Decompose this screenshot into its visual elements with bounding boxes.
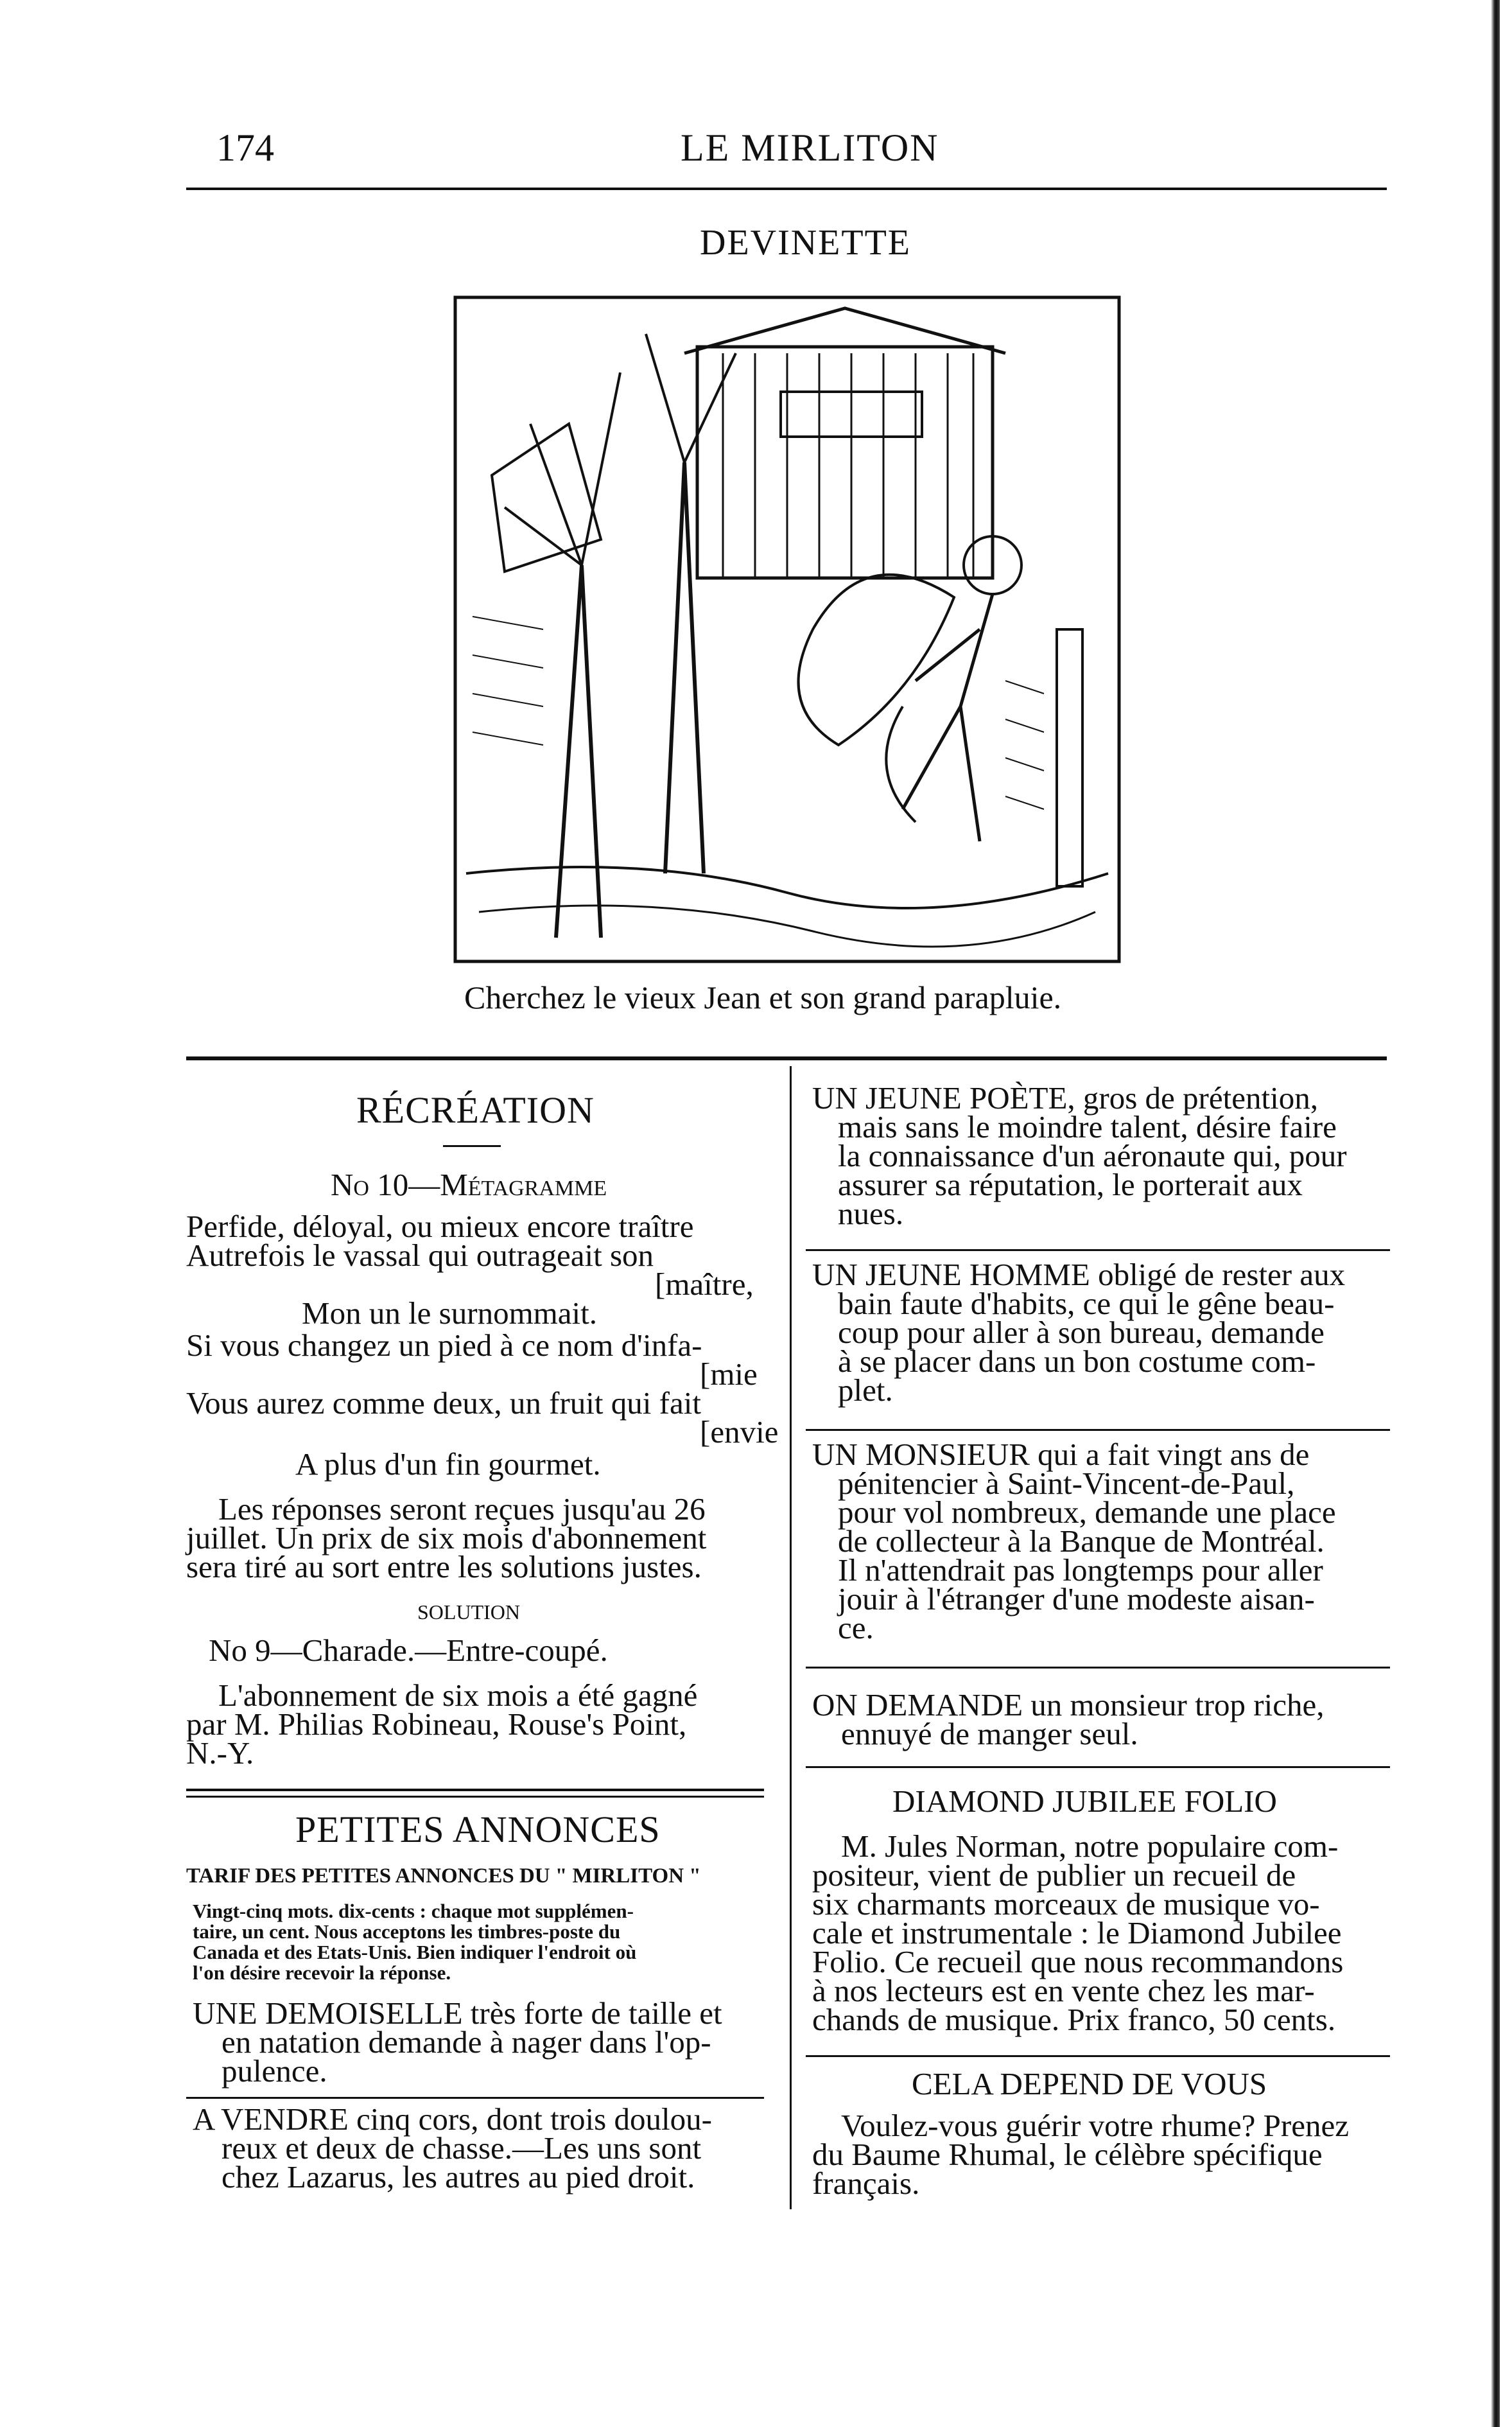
devinette-title: DEVINETTE xyxy=(700,223,912,263)
diamond-line-7: chands de musique. Prix franco, 50 cents. xyxy=(812,2002,1336,2037)
ad-separator-right-2 xyxy=(806,1429,1390,1431)
rules-line-1: Les réponses seront reçues jusqu'au 26 xyxy=(218,1491,706,1527)
ad-vendre-line-2: reux et deux de chasse.—Les uns sont xyxy=(222,2130,702,2166)
cela-title: CELA DEPEND DE VOUS xyxy=(912,2066,1267,2101)
ad-poete-line-5: nues. xyxy=(838,1196,904,1231)
header-rule xyxy=(186,188,1387,190)
ad-separator-right-5 xyxy=(806,2055,1390,2057)
column-divider xyxy=(790,1066,792,2209)
ad-poete-line-1: UN JEUNE POÈTE, gros de prétention, xyxy=(812,1080,1318,1116)
solution-text: No 9—Charade.—Entre-coupé. xyxy=(209,1633,608,1668)
ad-vendre-line-3: chez Lazarus, les autres au pied droit. xyxy=(222,2159,695,2195)
tarif-line-2: taire, un cent. Nous acceptons les timbres-poste du xyxy=(193,1920,621,1943)
poem-line-6: [mie xyxy=(700,1356,758,1392)
cela-line-3: français. xyxy=(812,2166,920,2201)
poem-line-9: A plus d'un fin gourmet. xyxy=(295,1446,601,1482)
recreation-title-rule xyxy=(443,1145,501,1147)
diamond-line-1: M. Jules Norman, notre populaire com- xyxy=(841,1828,1339,1864)
ad-poete-line-2: mais sans le moindre talent, désire faire xyxy=(838,1109,1337,1144)
ad-demoiselle-line-2: en natation demande à nager dans l'op- xyxy=(222,2024,711,2060)
ad-homme-line-2: bain faute d'habits, ce qui le gêne beau- xyxy=(838,1286,1335,1321)
ad-demoiselle-line-3: pulence. xyxy=(222,2053,327,2089)
page-edge-shadow xyxy=(1491,0,1500,2427)
ad-vendre-line-1: A VENDRE cinq cors, dont trois doulou- xyxy=(193,2101,712,2137)
poem-line-4: Mon un le surnommait. xyxy=(302,1295,598,1331)
ad-homme-line-5: plet. xyxy=(838,1372,893,1408)
ad-monsieur-line-1: UN MONSIEUR qui a fait vingt ans de xyxy=(812,1437,1310,1472)
tarif-line-3: Canada et des Etats-Unis. Bien indiquer l'endroit où xyxy=(193,1941,637,1963)
ad-separator-right-3 xyxy=(806,1667,1390,1669)
ad-monsieur-line-4: de collecteur à la Banque de Montréal. xyxy=(838,1523,1325,1559)
diamond-line-3: six charmants morceaux de musique vo- xyxy=(812,1886,1320,1922)
ad-monsieur-line-2: pénitencier à Saint-Vincent-de-Paul, xyxy=(838,1466,1295,1501)
ad-homme-line-1: UN JEUNE HOMME obligé de rester aux xyxy=(812,1257,1346,1292)
page-header-title: LE MIRLITON xyxy=(681,127,939,169)
ad-demoiselle-line-1: UNE DEMOISELLE très forte de taille et xyxy=(193,1995,722,2031)
devinette-caption: Cherchez le vieux Jean et son grand parapluie. xyxy=(464,979,1062,1015)
diamond-line-5: Folio. Ce recueil que nous recommandons xyxy=(812,1944,1344,1979)
ad-separator-right-4 xyxy=(806,1766,1390,1768)
winner-line-1: L'abonnement de six mois a été gagné xyxy=(218,1678,698,1713)
diamond-line-2: positeur, vient de publier un recueil de xyxy=(812,1857,1296,1893)
section-rule xyxy=(186,1056,1387,1060)
annonces-double-rule-top xyxy=(186,1789,764,1791)
poem-line-5: Si vous changez un pied à ce nom d'infa- xyxy=(186,1327,702,1363)
tarif-line-4: l'on désire recevoir la réponse. xyxy=(193,1961,451,1984)
puzzle-heading: No 10—Métagramme xyxy=(331,1167,607,1202)
diamond-line-6: à nos lecteurs est en vente chez les mar- xyxy=(812,1973,1315,2008)
recreation-title: RÉCRÉATION xyxy=(356,1089,595,1131)
devinette-illustration xyxy=(453,295,1121,963)
poem-line-2: Autrefois le vassal qui outrageait son xyxy=(186,1238,654,1273)
tarif-heading: TARIF DES PETITES ANNONCES DU " MIRLITON " xyxy=(186,1864,701,1888)
ad-homme-line-4: à se placer dans un bon costume com- xyxy=(838,1344,1316,1379)
rules-line-3: sera tiré au sort entre les solutions justes. xyxy=(186,1549,702,1584)
poem-line-3: [maître, xyxy=(655,1266,754,1302)
page-number: 174 xyxy=(216,127,274,169)
solution-heading: SOLUTION xyxy=(417,1600,520,1624)
ad-demande-line-1: ON DEMANDE un monsieur trop riche, xyxy=(812,1687,1325,1722)
ad-homme-line-3: coup pour aller à son bureau, demande xyxy=(838,1315,1325,1350)
ad-monsieur-line-5: Il n'attendrait pas longtemps pour aller xyxy=(838,1552,1323,1588)
ad-poete-line-3: la connaissance d'un aéronaute qui, pour xyxy=(838,1138,1347,1173)
poem-line-8: [envie xyxy=(700,1414,779,1450)
annonces-double-rule-bottom xyxy=(186,1796,764,1798)
ad-monsieur-line-6: jouir à l'étranger d'une modeste aisan- xyxy=(838,1581,1315,1617)
rules-line-2: juillet. Un prix de six mois d'abonnement xyxy=(186,1520,707,1555)
poem-line-7: Vous aurez comme deux, un fruit qui fait xyxy=(186,1385,701,1421)
ad-poete-line-4: assurer sa réputation, le porterait aux xyxy=(838,1167,1303,1202)
ad-monsieur-line-3: pour vol nombreux, demande une place xyxy=(838,1494,1336,1530)
tarif-line-1: Vingt-cinq mots. dix-cents : chaque mot supplémen- xyxy=(193,1900,634,1922)
cela-line-2: du Baume Rhumal, le célèbre spécifique xyxy=(812,2137,1323,2172)
cela-line-1: Voulez-vous guérir votre rhume? Prenez xyxy=(841,2108,1349,2143)
winner-line-3: N.-Y. xyxy=(186,1735,254,1771)
diamond-line-4: cale et instrumentale : le Diamond Jubilee xyxy=(812,1915,1342,1950)
ad-separator-right-1 xyxy=(806,1249,1390,1251)
poem-line-1: Perfide, déloyal, ou mieux encore traître xyxy=(186,1209,694,1244)
diamond-title: DIAMOND JUBILEE FOLIO xyxy=(892,1783,1277,1819)
petites-annonces-title: PETITES ANNONCES xyxy=(295,1809,661,1850)
ad-demande-line-2: ennuyé de manger seul. xyxy=(841,1716,1138,1751)
ad-monsieur-line-7: ce. xyxy=(838,1610,874,1645)
winner-line-2: par M. Philias Robineau, Rouse's Point, xyxy=(186,1706,687,1742)
ad-separator-left xyxy=(186,2097,764,2099)
